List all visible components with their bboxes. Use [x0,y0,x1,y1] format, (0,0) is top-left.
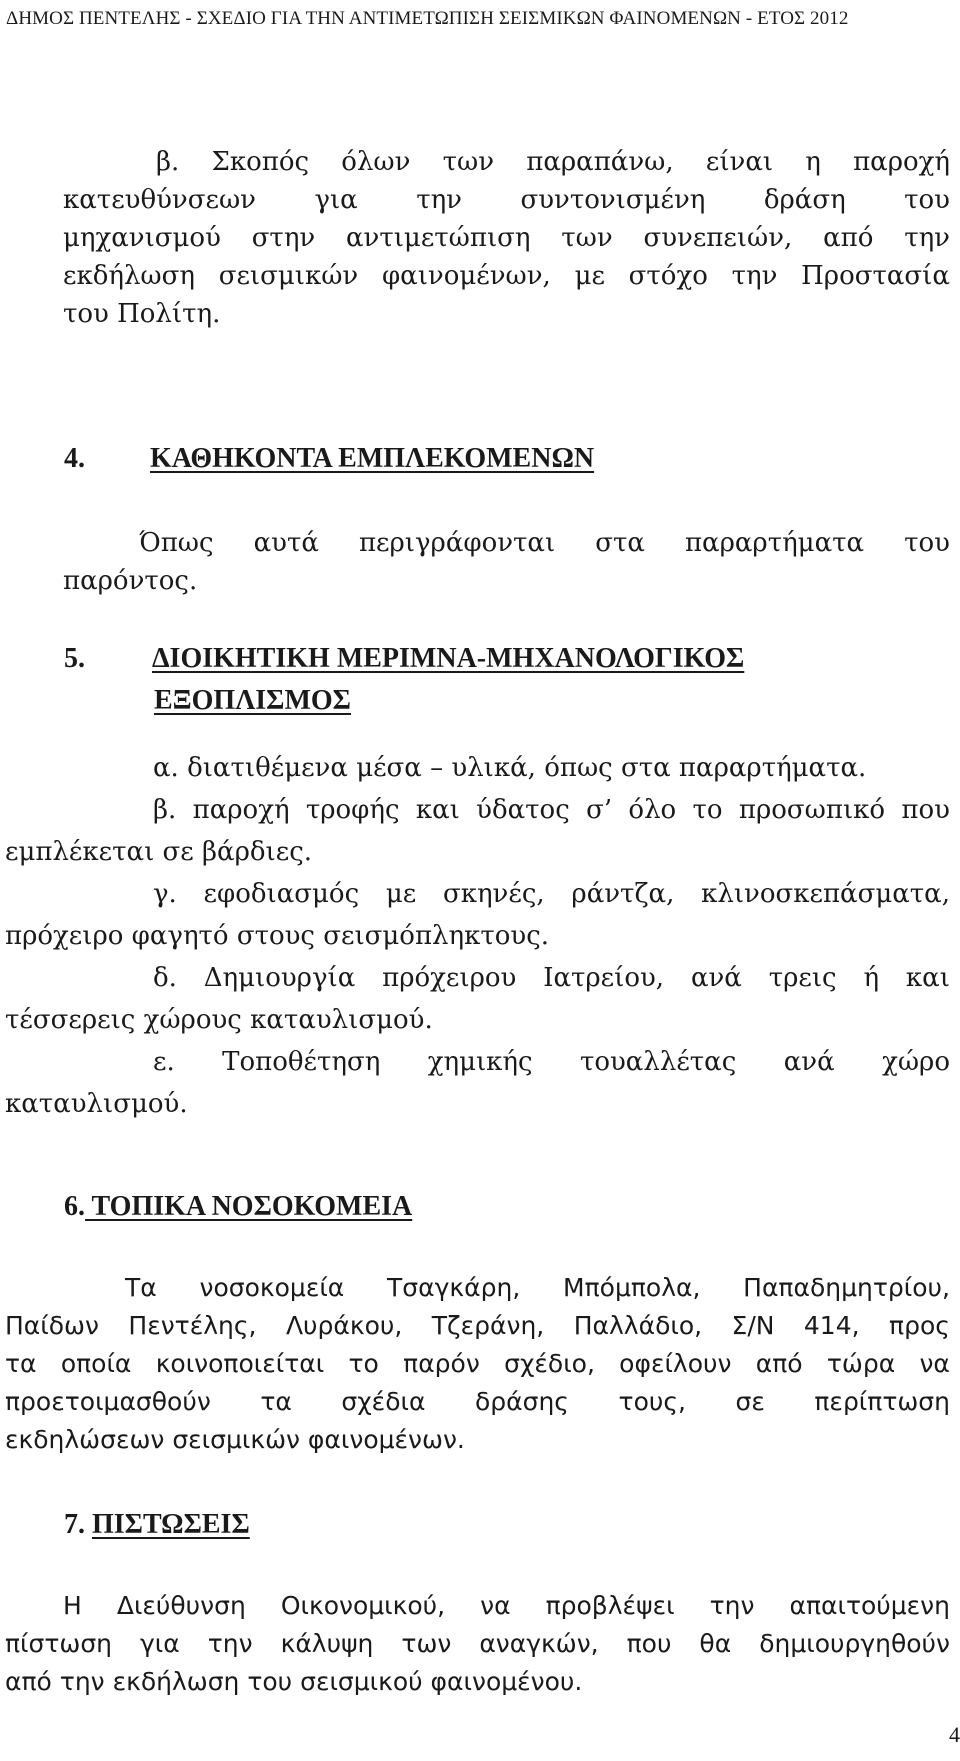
word: Παλλάδιο, [573,1311,703,1340]
word: β. [156,147,180,177]
word: δ. [153,963,177,993]
section-5-number: 5. [64,643,85,674]
word: σχέδια [341,1387,426,1416]
word: από [755,1349,803,1378]
word: με [574,261,605,291]
word: πρόχειρου [382,963,517,993]
word: 414, [803,1311,860,1340]
section-5-item-c-line-1 [153,878,950,910]
word: στόχο [628,261,708,291]
section-6-line-5: εκδηλώσεων σεισμικών φαινομένων. [5,1425,465,1454]
word: στην [251,223,316,253]
word: είναι [705,147,774,177]
word: των [401,1629,452,1658]
word: οφείλουν [619,1349,732,1378]
word: Η [63,1591,82,1620]
word: ε. [153,1047,175,1077]
word: τα [260,1387,292,1416]
word: το [692,795,723,825]
word: αναγκών, [479,1629,599,1658]
word: την [904,223,950,253]
section-7-title: ΠΙΣΤΩΣΕΙΣ [92,1509,250,1540]
section-5-item-b-line-1 [153,794,950,826]
word: δημιουργηθούν [759,1629,950,1658]
word: οποία [60,1349,132,1378]
section-5-title-line-1: ΔΙΟΙΚΗΤΙΚΗ ΜΕΡΙΜΝΑ-ΜΗΧΑΝΟΛΟΓΙΚΟΣ [152,643,745,674]
section-5-item-c-line-2: πρόχειρο φαγητό στους σεισμόπληκτους. [5,921,550,951]
word: τροφής [305,795,400,825]
word: όλο [628,795,677,825]
word: ή [863,963,880,993]
section-6-line-4 [5,1386,950,1418]
section-6-number: 6. [64,1191,85,1222]
word: των [442,147,495,177]
word: παραπάνω, [526,147,674,177]
word: συνεπειών, [643,223,793,253]
word: κοινοποιείται [155,1349,325,1378]
word: παραρτήματα [684,528,865,558]
word: εφοδιασμός [203,879,360,909]
word: τους, [618,1387,686,1416]
word: Όπως [139,528,214,558]
word: Τα [125,1273,157,1302]
word: από [823,223,874,253]
word: κλινοσκεπάσματα, [701,879,950,909]
word: γ. [153,879,177,909]
word: τώρα [826,1349,896,1378]
word: ανά [690,963,742,993]
section-5-item-b-line-2: εμπλέκεται σε βάρδιες. [5,837,313,867]
word: αντιμετώπιση [345,223,531,253]
word: να [919,1349,950,1378]
word: σε [735,1387,765,1416]
section-4-heading [64,442,594,476]
word: χώρο [882,1047,950,1077]
section-4-title: ΚΑΘΗΚΟΝΤΑ ΕΜΠΛΕΚΟΜΕΝΩΝ [150,443,595,474]
section-5-item-a: α. διατιθέμενα μέσα – υλικά, όπως στα παραρτήματα. [153,753,867,783]
section-5-item-e-line-1 [153,1046,950,1078]
word: όλων [341,147,411,177]
section-6-line-1 [125,1272,950,1304]
word: δράση [763,185,846,215]
word: Ιατρείου, [543,963,665,993]
word: Τσαγκάρη, [387,1273,521,1302]
intro-line-3 [63,222,950,254]
word: Σ/Ν [731,1311,775,1340]
intro-line-4 [63,260,950,292]
section-7-number: 7. [64,1509,85,1540]
word: απαιτούμενη [789,1591,950,1620]
word: στα [595,528,645,558]
document-header: ΔΗΜΟΣ ΠΕΝΤΕΛΗΣ - ΣΧΕΔΙΟ ΓΙΑ ΤΗΝ ΑΝΤΙΜΕΤΩΠΙΣΗ ΣΕΙΣΜΙΚΩΝ ΦΑΙΝΟΜΕΝΩΝ - ΕΤΟΣ 2012 [6,8,849,29]
intro-line-5: του Πολίτη. [63,299,221,329]
page-number: 4 [949,1722,960,1747]
word: σκηνές, [442,879,545,909]
section-5-title-line-2 [154,684,351,718]
section-5-item-d-line-2: τέσσερεις χώρους καταυλισμού. [5,1005,433,1035]
word: συντονισμένη [520,185,706,215]
word: παρόν [403,1349,480,1378]
word: η [805,147,821,177]
word: προβλέψει [545,1591,675,1620]
word: δράσης [474,1387,569,1416]
section-5-item-d-line-1 [153,962,950,994]
word: την [709,1591,755,1620]
word: Προστασία [801,261,950,291]
section-7-line-1 [63,1590,950,1622]
section-5-heading [64,642,744,676]
word: για [314,185,358,215]
word: Τζεράνη, [431,1311,545,1340]
word: Τοποθέτηση [222,1047,381,1077]
intro-line-2 [63,184,950,216]
word: Δημιουργία [203,963,356,993]
section-6-line-3 [5,1348,950,1380]
word: κατευθύνσεων [63,185,256,215]
section-6-title: ΤΟΠΙΚΑ ΝΟΣΟΚΟΜΕΙΑ [85,1191,413,1222]
word: τρεις [768,963,837,993]
word: σχέδιο, [504,1349,595,1378]
word: για [140,1629,180,1658]
word: περίπτωση [814,1387,950,1416]
word: πίστωση [5,1629,113,1658]
section-7-heading [64,1508,250,1542]
word: ράντζα, [571,879,675,909]
section-5-title-line-2-text: ΕΞΟΠΛΙΣΜΟΣ [154,685,351,716]
word: χημικής [427,1047,533,1077]
word: φαινομένων, [381,261,551,291]
section-6-heading [64,1190,412,1224]
word: παροχή [192,795,290,825]
section-6-line-2 [5,1310,950,1342]
word: Διεύθυνση [116,1591,246,1620]
word: Λυράκου, [285,1311,403,1340]
section-7-line-2 [5,1628,950,1660]
word: με [385,879,417,909]
section-4-number: 4. [64,443,85,474]
word: σ’ [586,795,613,825]
word: το [348,1349,379,1378]
word: αυτά [253,528,319,558]
word: προς [889,1311,950,1340]
word: να [480,1591,511,1620]
word: που [901,795,950,825]
word: τουαλλέτας [579,1047,737,1077]
word: την [731,261,778,291]
section-5-item-e-line-2: καταυλισμού. [5,1089,188,1119]
section-7-line-3: από την εκδήλωση του σεισμικού φαινομένου. [5,1667,583,1696]
word: θα [699,1629,732,1658]
word: και [415,795,460,825]
word: του [904,528,950,558]
word: προσωπικό [738,795,886,825]
word: περιγράφονται [358,528,556,558]
word: των [561,223,613,253]
word: του [904,185,950,215]
word: νοσοκομεία [199,1273,345,1302]
word: Μπόμπολα, [563,1273,701,1302]
section-4-line-1 [139,527,950,559]
word: Παίδων [5,1311,99,1340]
intro-line-1 [156,146,950,178]
word: τα [5,1349,37,1378]
word: ανά [783,1047,835,1077]
word: Παπαδημητρίου, [743,1273,950,1302]
word: κάλυψη [280,1629,374,1658]
word: μηχανισμού [63,223,221,253]
word: β. [153,795,177,825]
word: και [905,963,950,993]
word: Πεντέλης, [128,1311,257,1340]
section-4-line-2: παρόντος. [63,566,198,596]
word: που [626,1629,672,1658]
word: παροχή [853,147,950,177]
word: την [207,1629,253,1658]
word: την [416,185,462,215]
word: προετοιμασθούν [5,1387,211,1416]
word: σεισμικών [218,261,359,291]
word: Σκοπός [211,147,310,177]
word: εκδήλωση [63,261,195,291]
word: ύδατος [476,795,570,825]
word: Οικονομικού, [280,1591,446,1620]
